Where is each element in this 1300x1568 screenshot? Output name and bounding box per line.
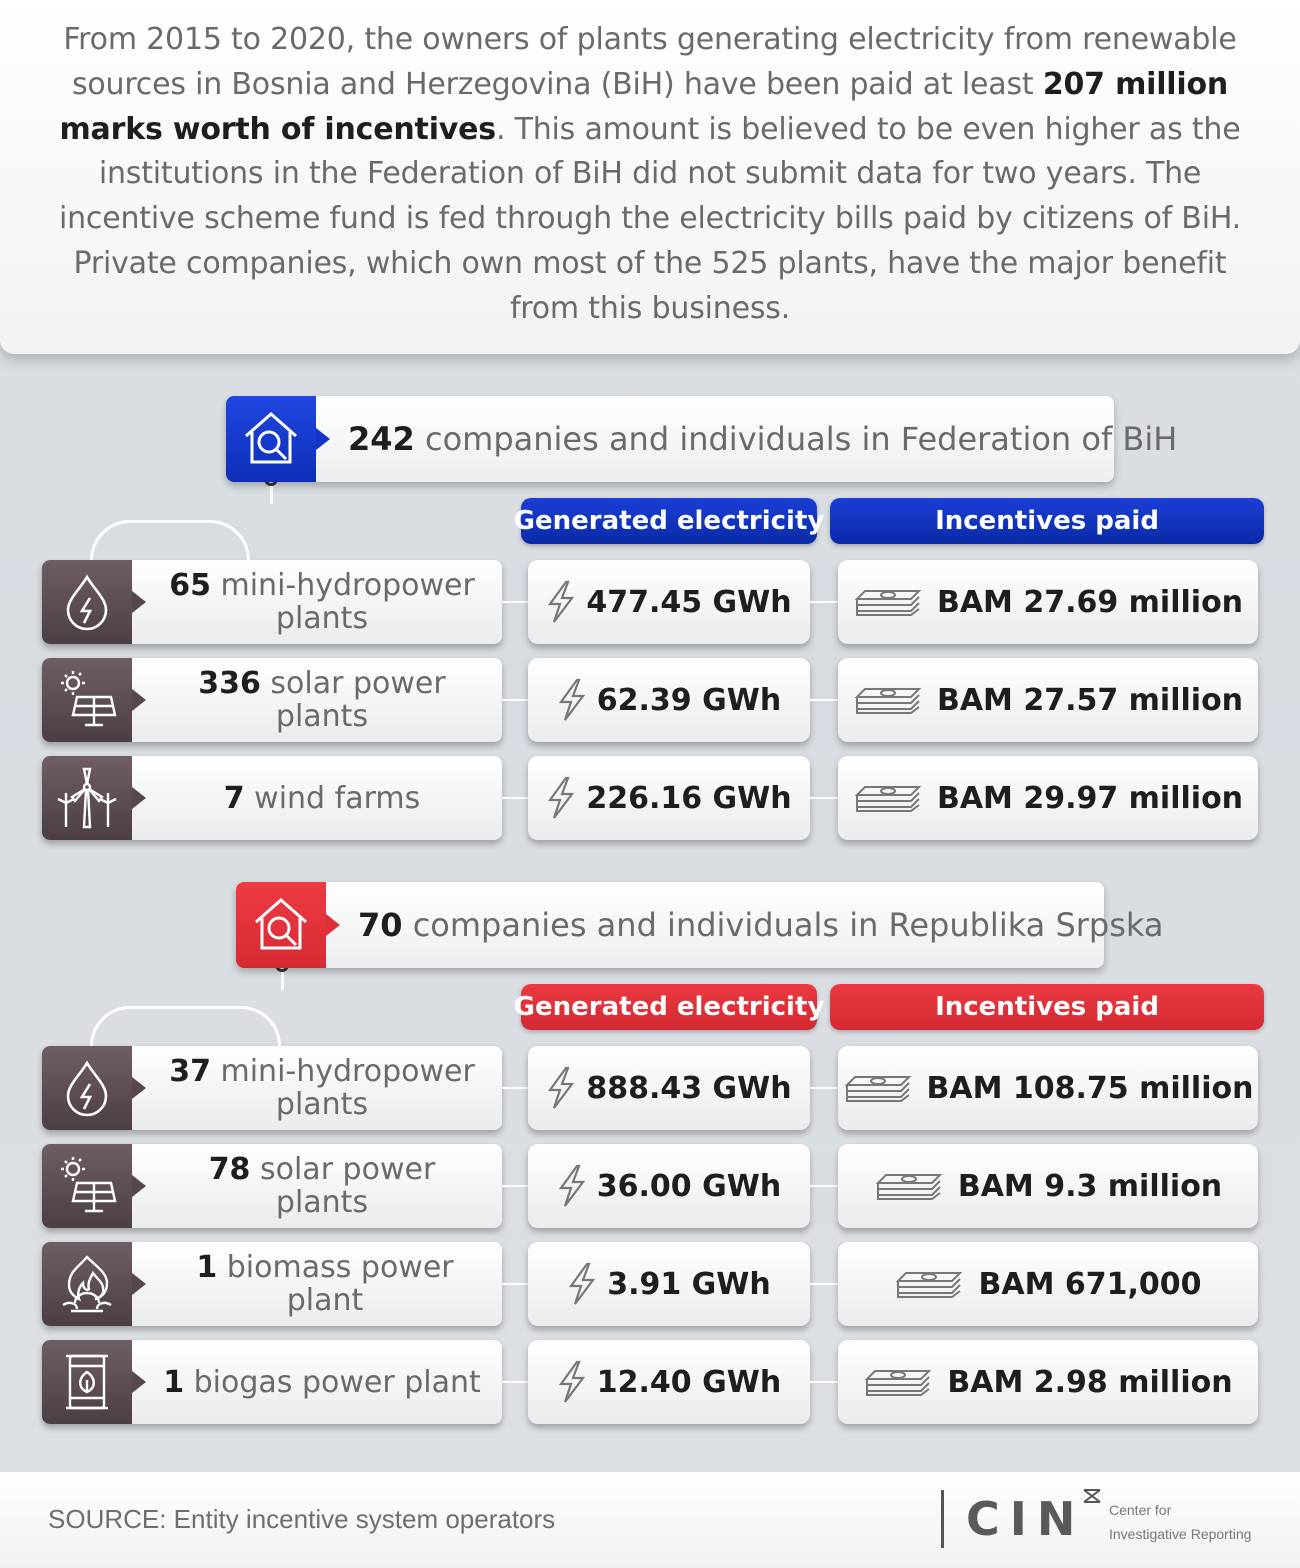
srpska-row-biogas [0, 1340, 1300, 1426]
plant-count: 7 [223, 780, 245, 816]
plant-type: solar power [259, 1152, 436, 1187]
plant-type-2: plants [275, 1185, 369, 1220]
lightning-icon [557, 1164, 587, 1208]
generated-value: 62.39 GWh [596, 682, 782, 718]
footer [0, 1472, 1300, 1568]
intro-highlight: 207 million marks worth of incentives [59, 66, 1229, 147]
incentive-value: BAM 2.98 million [947, 1364, 1233, 1400]
intro-text-2: . This amount is believed to be even higher as the institutions in the Federation of BiH did not submit data for two years. The incentive scheme fund is fed through the electricity bills paid by citizens of BiH. Private companies, which own most of the 525 plants, have the major benefit from this business. [58, 111, 1241, 326]
house-search-icon [226, 396, 316, 482]
federation-col-generated: Generated electricity [521, 498, 817, 544]
generated-value: 3.91 GWh [607, 1266, 771, 1302]
generated-value: 888.43 GWh [586, 1070, 792, 1106]
money-stack-icon [894, 1269, 964, 1299]
source-note: SOURCE: Entity incentive system operators [48, 1504, 556, 1534]
plant-type: mini-hydropower [220, 1054, 475, 1089]
solar-panel-icon [42, 658, 132, 742]
lightning-icon [567, 1262, 597, 1306]
incentive-value: BAM 108.75 million [926, 1070, 1254, 1106]
lightning-icon [546, 580, 576, 624]
generated-value: 12.40 GWh [596, 1364, 782, 1400]
plant-type: solar power [270, 666, 446, 701]
incentive-value: BAM 9.3 million [957, 1168, 1223, 1204]
srpska-label: companies and individuals in Republika Srpska [412, 906, 1164, 944]
logo-mark-icon [1082, 1488, 1102, 1504]
federation-row-solar [0, 658, 1300, 744]
federation-count: 242 [348, 420, 415, 458]
house-search-icon [236, 882, 326, 968]
srpska-header [236, 882, 1164, 968]
federation-row-hydro [0, 560, 1300, 646]
water-drop-icon [42, 560, 132, 644]
plant-type-2: plants [275, 699, 369, 734]
plant-count: 336 [198, 666, 261, 701]
srpska-row-hydro [0, 1046, 1300, 1132]
wind-turbine-icon [42, 756, 132, 840]
plant-count: 78 [208, 1152, 251, 1187]
logo-subtitle [1109, 1498, 1251, 1546]
money-stack-icon [853, 783, 923, 813]
srpska-row-biomass [0, 1242, 1300, 1328]
plant-type: mini-hydropower [220, 568, 475, 603]
incentive-value: BAM 671,000 [978, 1266, 1202, 1302]
federation-label: companies and individuals in Federation of BiH [424, 420, 1178, 458]
generated-value: 36.00 GWh [596, 1168, 782, 1204]
incentive-value: BAM 29.97 million [936, 780, 1244, 816]
plant-count: 1 [196, 1250, 218, 1285]
lightning-icon [557, 678, 587, 722]
money-stack-icon [863, 1367, 933, 1397]
lightning-icon [557, 1360, 587, 1404]
srpska-col-generated: Generated electricity [521, 984, 817, 1030]
plant-type: biomass power plant [226, 1250, 454, 1318]
money-stack-icon [843, 1073, 913, 1103]
money-stack-icon [853, 587, 923, 617]
money-stack-icon [874, 1171, 944, 1201]
solar-panel-icon [42, 1144, 132, 1228]
logo-sub-line2: Investigative Reporting [1109, 1526, 1252, 1542]
logo-sub-line1: Center for [1109, 1502, 1172, 1518]
incentive-value: BAM 27.57 million [936, 682, 1244, 718]
cin-logo: CIN [966, 1492, 1086, 1546]
lightning-icon [546, 776, 576, 820]
srpska-row-solar [0, 1144, 1300, 1230]
plant-type: biogas power plant [193, 1364, 481, 1400]
srpska-count: 70 [358, 906, 403, 944]
federation-header [226, 396, 1178, 482]
water-drop-icon [42, 1046, 132, 1130]
plant-count: 37 [169, 1054, 211, 1089]
intro-text-1: From 2015 to 2020, the owners of plants generating electricity from renewable sources in Bosnia and Herzegovina (BiH) have been paid at least [63, 22, 1237, 102]
federation-col-incentives: Incentives paid [830, 498, 1264, 544]
incentive-value: BAM 27.69 million [936, 584, 1244, 620]
plant-type-2: plants [275, 1087, 369, 1122]
plant-type-2: plants [275, 601, 369, 636]
generated-value: 477.45 GWh [586, 584, 792, 620]
plant-type: wind farms [254, 780, 421, 816]
biogas-barrel-icon [42, 1340, 132, 1424]
logo-divider [941, 1490, 944, 1548]
srpska-col-incentives: Incentives paid [830, 984, 1264, 1030]
lightning-icon [546, 1066, 576, 1110]
generated-value: 226.16 GWh [586, 780, 792, 816]
plant-count: 1 [163, 1364, 185, 1400]
federation-row-wind [0, 756, 1300, 842]
plant-count: 65 [169, 568, 211, 603]
biomass-fire-icon [42, 1242, 132, 1326]
intro-panel [0, 0, 1300, 354]
money-stack-icon [853, 685, 923, 715]
